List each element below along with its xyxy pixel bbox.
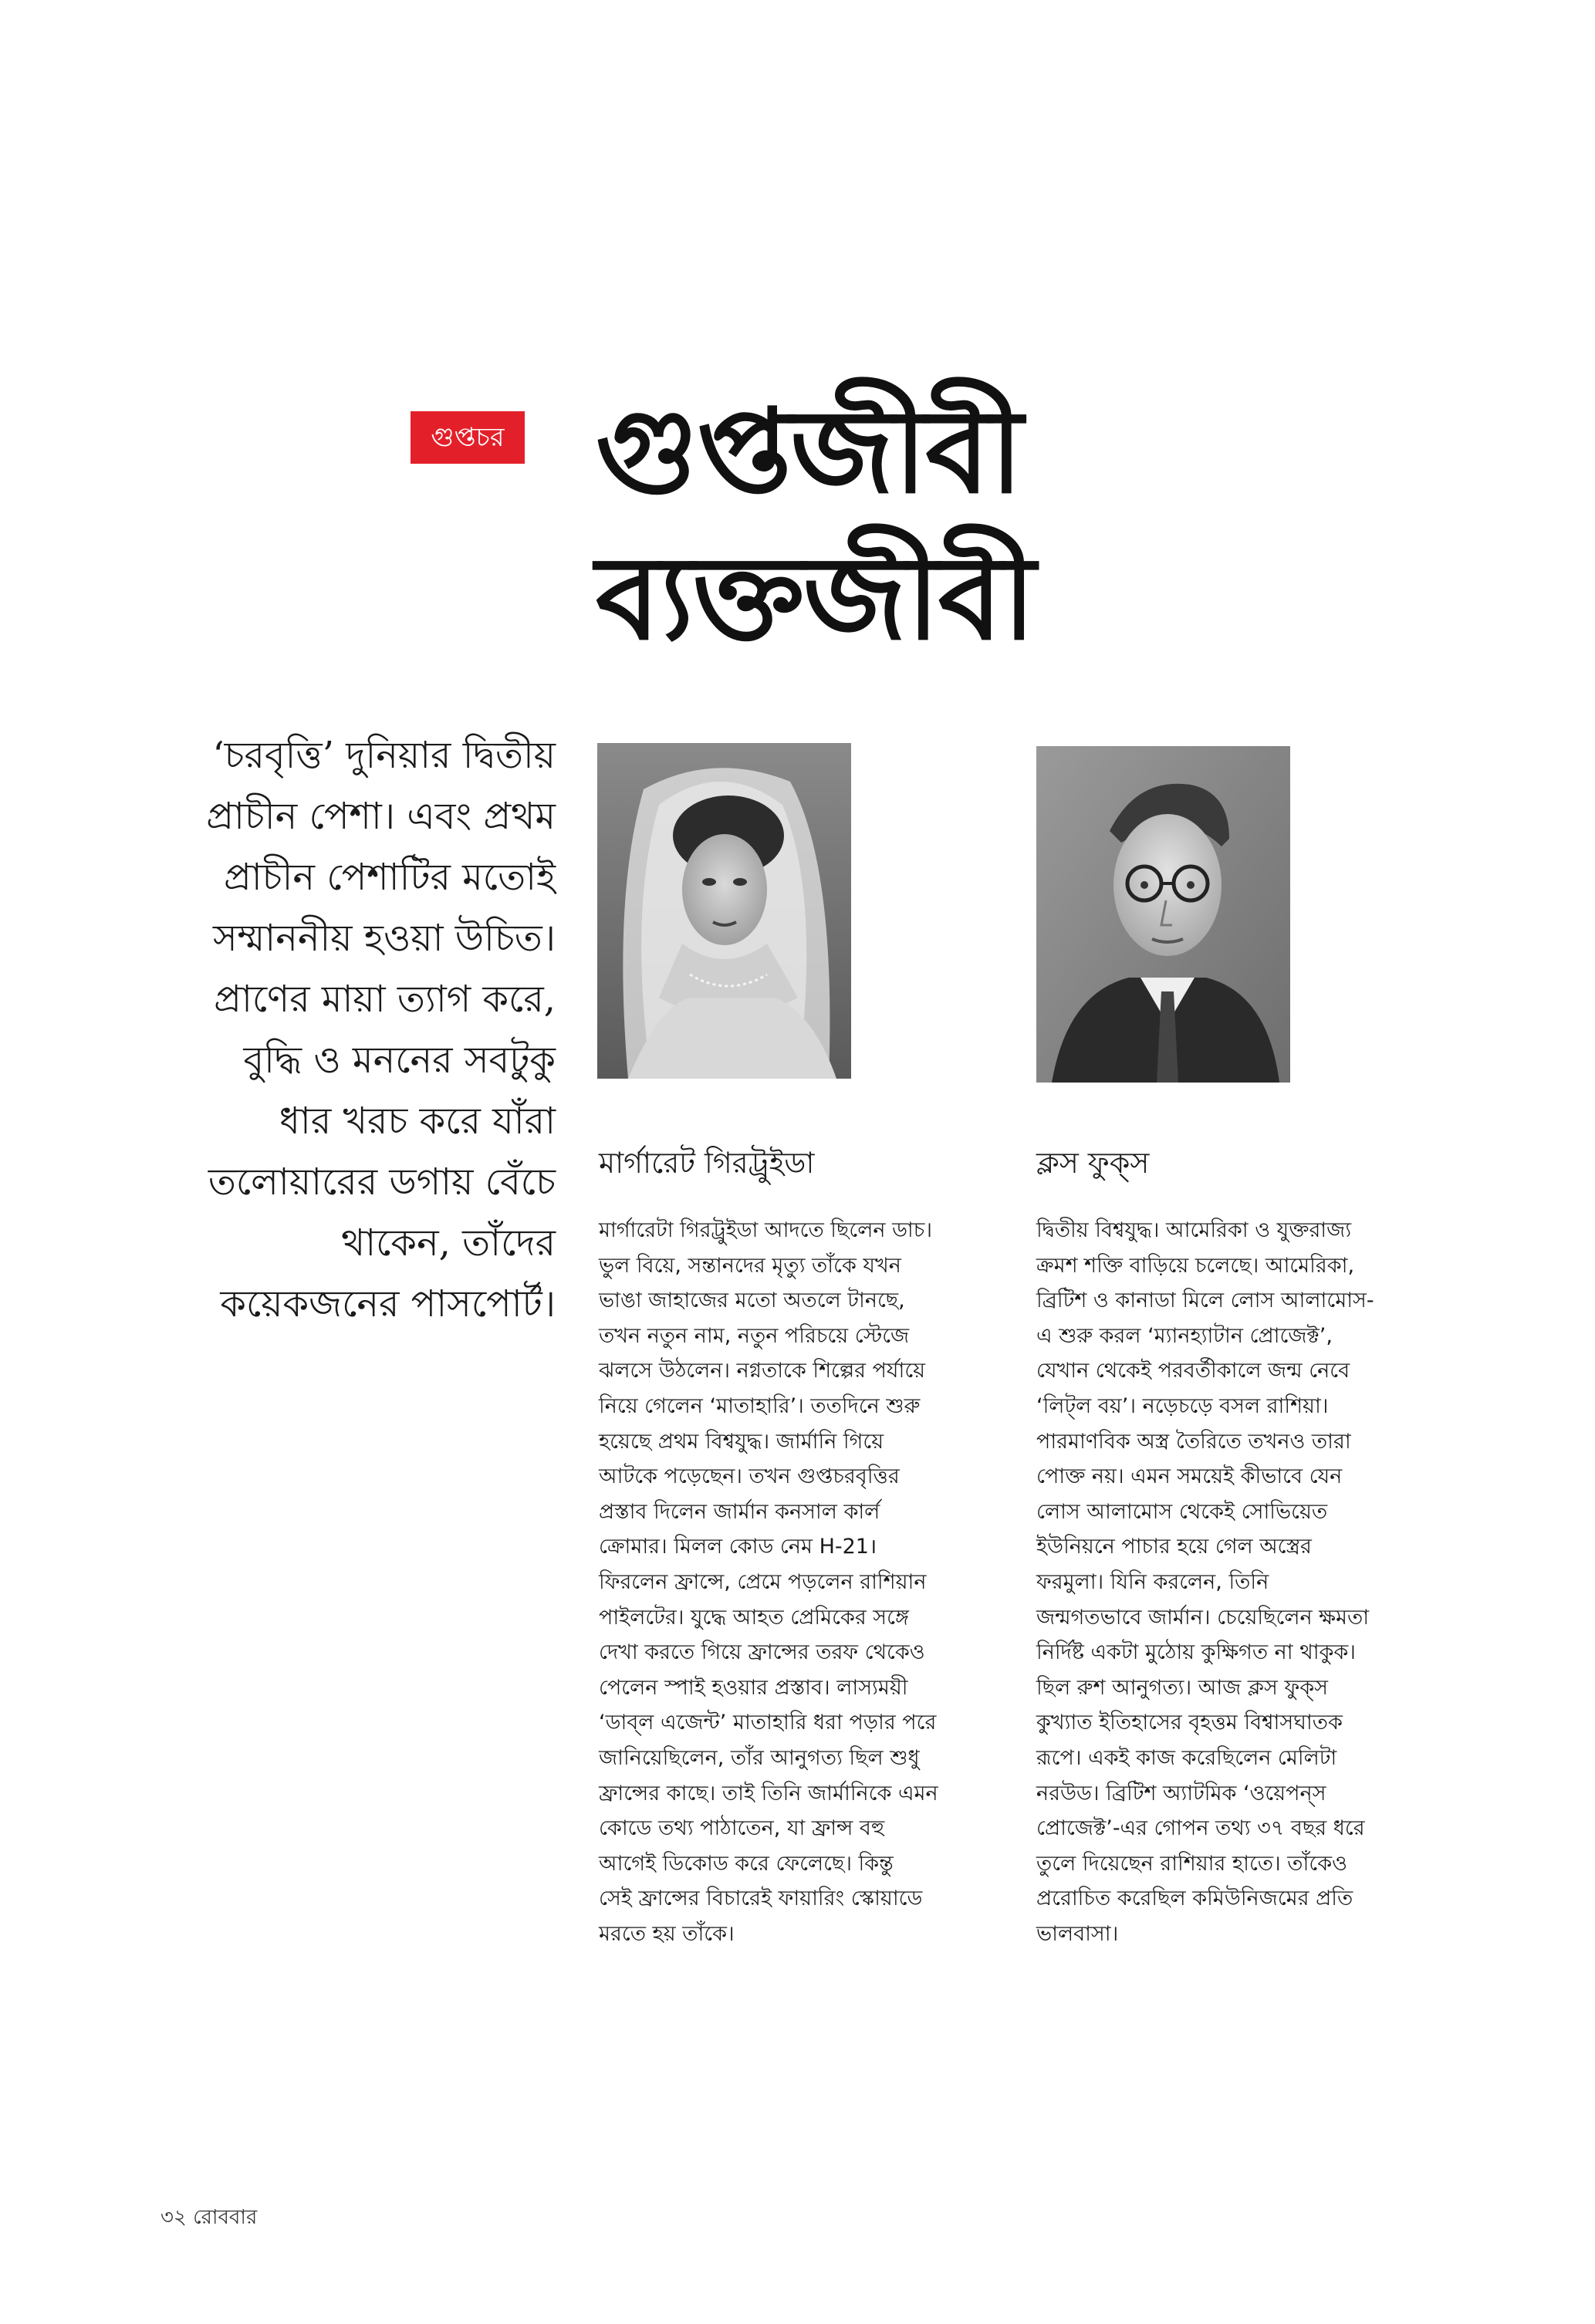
body-line: এ শুরু করল ‘ম্যানহ্যাটান প্রোজেক্ট’, <box>1036 1323 1333 1348</box>
body-line: রূপে। একই কাজ করেছিলেন মেলিটা <box>1036 1745 1337 1770</box>
profile-name-klaus: ক্লস ফুক্‌স <box>1036 1146 1150 1180</box>
body-line: প্ররোচিত করেছিল কমিউনিজমের প্রতি <box>1036 1887 1353 1911</box>
body-line: তখন নতুন নাম, নতুন পরিচয়ে স্টেজে <box>599 1323 910 1348</box>
intro-line: কয়েকজনের পাসপোর্ট। <box>220 1282 556 1326</box>
body-line: জন্মগতভাবে জার্মান। চেয়েছিলেন ক্ষমতা <box>1036 1605 1370 1630</box>
body-line: ভুল বিয়ে, সন্তানদের মৃত্যু তাঁকে যখন <box>599 1253 901 1278</box>
body-line: পেলেন স্পাই হওয়ার প্রস্তাব। লাস্যময়ী <box>599 1675 908 1700</box>
section-tag: গুপ্তচর <box>411 411 525 464</box>
intro-line: প্রাণের মায়া ত্যাগ করে, <box>214 978 556 1021</box>
body-line: নিয়ে গেলেন ‘মাতাহারি’। ততদিনে শুরু <box>599 1393 921 1418</box>
body-line: কোডে তথ্য পাঠাতেন, যা ফ্রান্স বহু <box>599 1816 885 1841</box>
body-line: আগেই ডিকোড করে ফেলেছে। কিন্তু <box>599 1851 894 1876</box>
headline-line-1: গুপ্তজীবী <box>596 383 1022 519</box>
body-line: নির্দিষ্ট একটা মুঠোয় কুক্ষিগত না থাকুক। <box>1036 1640 1356 1665</box>
body-line: মরতে হয় তাঁকে। <box>599 1921 735 1946</box>
intro-line: প্রাচীন পেশা। এবং প্রথম <box>206 795 556 838</box>
headline <box>596 378 1151 671</box>
body-line: ক্রমশ শক্তি বাড়িয়ে চলেছে। আমেরিকা, <box>1036 1253 1355 1278</box>
intro-line: ‘চরবৃত্তি’ দুনিয়ার দ্বিতীয় <box>212 734 556 777</box>
body-line: তুলে দিয়েছেন রাশিয়ার হাতে। তাঁকেও <box>1036 1851 1347 1876</box>
body-line: ‘ডাব্‌ল এজেন্ট’ মাতাহারি ধরা পড়ার পরে <box>599 1711 937 1735</box>
body-line: দ্বিতীয় বিশ্বযুদ্ধ। আমেরিকা ও যুক্তরাজ্য <box>1036 1218 1352 1242</box>
intro-line: থাকেন, তাঁদের <box>341 1221 556 1265</box>
intro-line: ধার খরচ করে যাঁরা <box>279 1100 556 1143</box>
body-line: ফিরলেন ফ্রান্সে, প্রেমে পড়লেন রাশিয়ান <box>599 1569 927 1594</box>
intro-line: বুদ্ধি ও মননের সবটুকু <box>243 1039 556 1082</box>
body-line: ইউনিয়নে পাচার হয়ে গেল অস্ত্রের <box>1036 1535 1312 1559</box>
body-line: নরউড। ব্রিটিশ অ্যাটমিক ‘ওয়েপন্‌স <box>1036 1781 1326 1805</box>
body-line: জানিয়েছিলেন, তাঁর আনুগত্য ছিল শুধু <box>599 1745 920 1770</box>
profile-body-klaus <box>1036 1213 1438 1951</box>
headline-line-2: ব্যক্তজীবী <box>596 530 1035 666</box>
body-line: ‘লিট্‌ল বয়’। নড়েচড়ে বসল রাশিয়া। <box>1036 1393 1329 1418</box>
body-line: ভালবাসা। <box>1036 1921 1119 1946</box>
intro-line: সম্মাননীয় হওয়া উচিত। <box>212 917 556 960</box>
body-line: প্রস্তাব দিলেন জার্মান কনসাল কার্ল <box>599 1499 880 1524</box>
portrait-photo-klaus <box>1036 746 1290 1083</box>
body-line: মার্গারেটা গিরট্রুইডা আদতে ছিলেন ডাচ। <box>599 1218 932 1242</box>
body-line: পাইলটের। যুদ্ধে আহত প্রেমিকের সঙ্গে <box>599 1605 909 1630</box>
body-line: ব্রিটিশ ও কানাডা মিলে লোস আলামোস- <box>1036 1289 1374 1313</box>
body-line: ভাঙা জাহাজের মতো অতলে টানছে, <box>599 1289 905 1313</box>
profile-name-margaretha: মার্গারেট গিরট্রুইডা <box>599 1146 815 1180</box>
body-line: পোক্ত নয়। এমন সময়েই কীভাবে যেন <box>1036 1464 1343 1489</box>
body-line: আটকে পড়েছেন। তখন গুপ্তচরবৃত্তির <box>599 1464 900 1489</box>
body-line: যেখান থেকেই পরবর্তীকালে জন্ম নেবে <box>1036 1359 1350 1383</box>
portrait-man-glasses-icon <box>1036 746 1290 1083</box>
body-line: পারমাণবিক অস্ত্র তৈরিতে তখনও তারা <box>1036 1429 1351 1454</box>
body-line: দেখা করতে গিয়ে ফ্রান্সের তরফ থেকেও <box>599 1640 925 1665</box>
body-line: ফ্রান্সের কাছে। তাই তিনি জার্মানিকে এমন <box>599 1781 938 1805</box>
portrait-photo-margaretha <box>597 743 851 1079</box>
body-line: ঝলসে উঠলেন। নগ্নতাকে শিল্পের পর্যায়ে <box>599 1359 926 1383</box>
intro-line: তলোয়ারের ডগায় বেঁচে <box>208 1160 556 1204</box>
page-folio: ৩২ রোববার <box>161 2206 258 2229</box>
intro-line: প্রাচীন পেশাটির মতোই <box>223 856 556 899</box>
body-line: ছিল রুশ আনুগত্য। আজ ক্লস ফুক্‌স <box>1036 1675 1328 1700</box>
body-line: ফরমুলা। যিনি করলেন, তিনি <box>1036 1569 1269 1594</box>
body-line: প্রোজেক্ট’-এর গোপন তথ্য ৩৭ বছর ধরে <box>1036 1816 1365 1841</box>
profile-body-margaretha <box>599 1213 1008 1951</box>
body-line: লোস আলামোস থেকেই সোভিয়েত <box>1036 1499 1328 1524</box>
body-line: ক্রোমার। মিলল কোড নেম H-21। <box>599 1535 877 1559</box>
portrait-woman-veil-icon <box>597 743 851 1079</box>
body-line: সেই ফ্রান্সের বিচারেই ফায়ারিং স্কোয়াডে <box>599 1887 923 1911</box>
intro-pull-quote <box>139 725 556 1335</box>
body-line: কুখ্যাত ইতিহাসের বৃহত্তম বিশ্বাসঘাতক <box>1036 1711 1343 1735</box>
body-line: হয়েছে প্রথম বিশ্বযুদ্ধ। জার্মানি গিয়ে <box>599 1429 884 1454</box>
